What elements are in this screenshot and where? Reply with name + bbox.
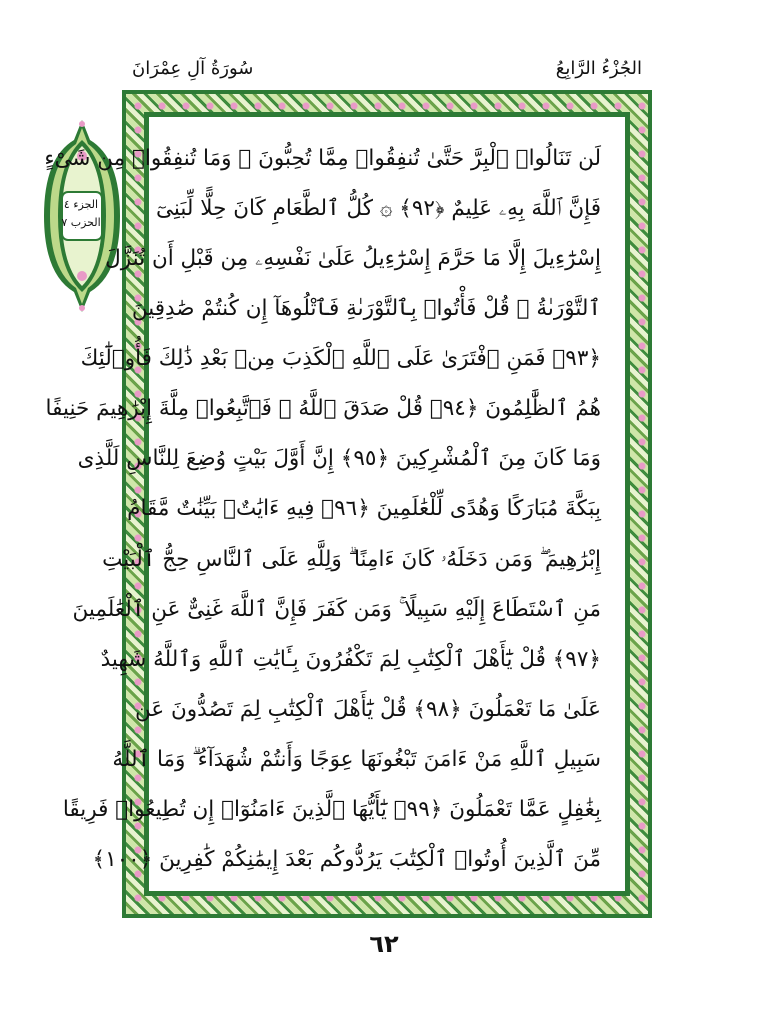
- verse-line: لَن تَنَالُوا۟ ٱلْبِرَّ حَتَّىٰ تُنفِقُوا۟ مِمَّا تُحِبُّونَ ۚ وَمَا تُنفِقُوا۟ مِن شَىْءٍ: [44, 146, 601, 171]
- verse-line: إِبْرَٰهِيمَ ۖ وَمَن دَخَلَهُۥ كَانَ ءَامِنًا ۗ وَلِلَّهِ عَلَى ٱلنَّاسِ حِجُّ ٱلْبَيْتِ: [102, 546, 601, 572]
- hizb-number-label: الحزب ٧: [61, 216, 101, 229]
- page-number: ٦٢: [369, 930, 399, 958]
- verse-line: إِسْرَٰٓءِيلَ إِلَّا مَا حَرَّمَ إِسْرَٰٓءِيلُ عَلَىٰ نَفْسِهِۦ مِن قَبْلِ أَن تُنَزَّلَ: [105, 246, 601, 272]
- verse-line: بِغَٰفِلٍ عَمَّا تَعْمَلُونَ ﴿٩٩﴾ يَٰٓأَيُّهَا ٱلَّذِينَ ءَامَنُوٓا۟ إِن تُطِيعُوا۟ فَرِيقًا: [62, 796, 601, 822]
- verse-line: ﴿٩٧﴾ قُلْ يَٰٓأَهْلَ ٱلْكِتَٰبِ لِمَ تَكْفُرُونَ بِـَٔايَٰتِ ٱللَّهِ وَٱللَّهُ شَهِيدٌ: [100, 646, 601, 672]
- verse-line: ﴿٩٣﴾ فَمَنِ ٱفْتَرَىٰ عَلَى ٱللَّهِ ٱلْكَذِبَ مِنۢ بَعْدِ ذَٰلِكَ فَأُو۟لَٰٓئِكَ: [80, 346, 601, 372]
- verse-line: ٱلتَّوْرَىٰةُ ۗ قُلْ فَأْتُوا۟ بِٱلتَّوْرَىٰةِ فَٱتْلُوهَآ إِن كُنتُمْ صَٰدِقِينَ: [131, 296, 601, 322]
- verse-line: عَلَىٰ مَا تَعْمَلُونَ ﴿٩٨﴾ قُلْ يَٰٓأَهْلَ ٱلْكِتَٰبِ لِمَ تَصُدُّونَ عَن: [134, 696, 601, 722]
- verse-line: مَنِ ٱسْتَطَاعَ إِلَيْهِ سَبِيلًا ۚ وَمَن كَفَرَ فَإِنَّ ٱللَّهَ غَنِىٌّ عَنِ ٱلْعَٰلَمِينَ: [72, 596, 601, 622]
- verse-line: هُمُ ٱلظَّٰلِمُونَ ﴿٩٤﴾ قُلْ صَدَقَ ٱللَّهُ ۗ فَٱتَّبِعُوا۟ مِلَّةَ إِبْرَٰهِيمَ حَنِيفًا: [45, 396, 601, 422]
- juz-title: الجُزْءُ الرَّابِعُ: [555, 57, 642, 79]
- page-header: [132, 52, 642, 84]
- verse-line: فَإِنَّ ٱللَّهَ بِهِۦ عَلِيمٌ ﴿٩٢﴾ ۞ كُلُّ ٱلطَّعَامِ كَانَ حِلًّا لِّبَنِىٓ: [155, 196, 601, 222]
- surah-title: سُورَةُ آلِ عِمْرَانَ: [132, 57, 254, 79]
- verse-line: بِبَكَّةَ مُبَارَكًا وَهُدًى لِّلْعَٰلَمِينَ ﴿٩٦﴾ فِيهِ ءَايَٰتٌۢ بَيِّنَٰتٌ مَّقَامُ: [127, 496, 601, 522]
- verse-line: مِّنَ ٱلَّذِينَ أُوتُوا۟ ٱلْكِتَٰبَ يَرُدُّوكُم بَعْدَ إِيمَٰنِكُمْ كَٰفِرِينَ ﴿١٠٠﴾: [92, 846, 601, 872]
- verse-line: سَبِيلِ ٱللَّهِ مَنْ ءَامَنَ تَبْغُونَهَا عِوَجًا وَأَنتُمْ شُهَدَآءُ ۗ وَمَا ٱللَّهُ: [112, 746, 601, 772]
- juz-number-label: الجزء ٤: [63, 198, 99, 211]
- verse-line: وَمَا كَانَ مِنَ ٱلْمُشْرِكِينَ ﴿٩٥﴾ إِنَّ أَوَّلَ بَيْتٍ وُضِعَ لِلنَّاسِ لَلَّذِى: [77, 446, 601, 472]
